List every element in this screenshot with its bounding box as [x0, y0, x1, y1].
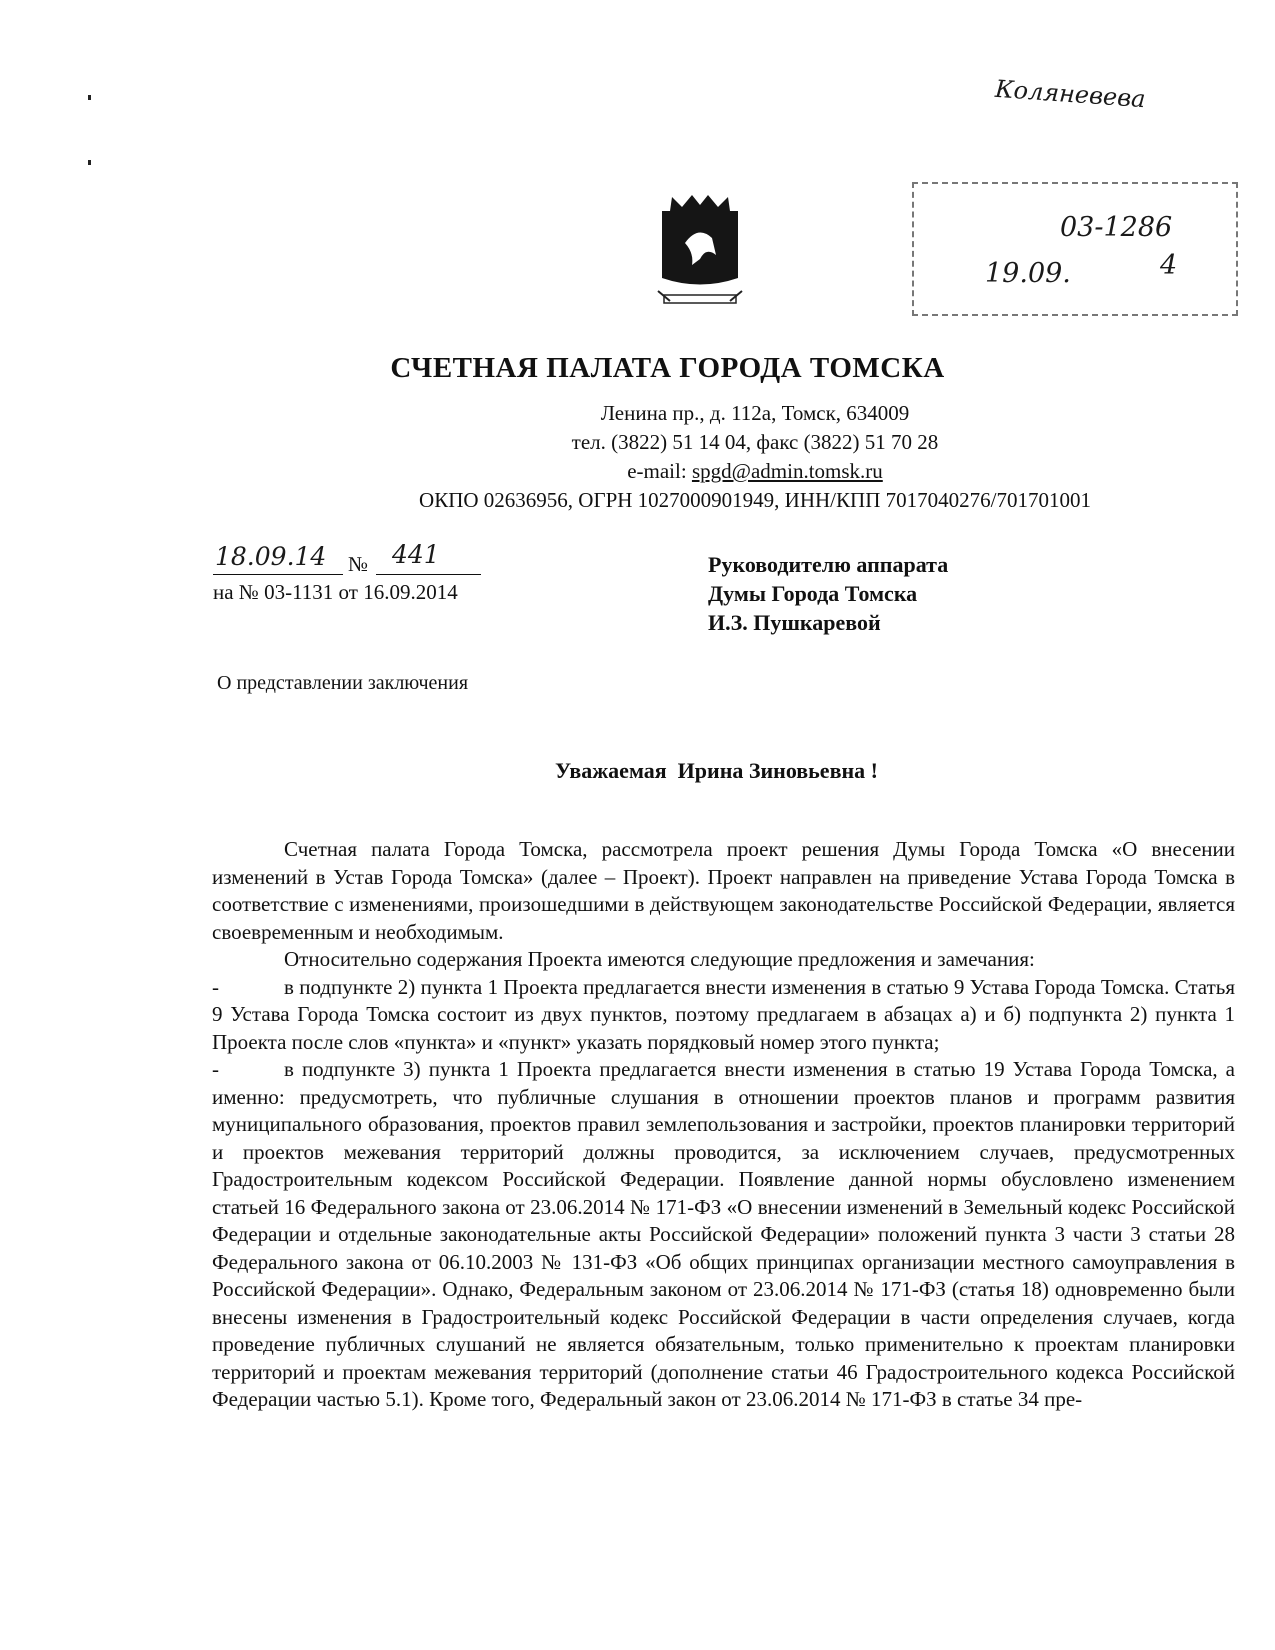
remark-item-2 — [212, 1056, 1235, 1414]
scan-mark — [88, 95, 91, 100]
org-phone: тел. (3822) 51 14 04, факс (3822) 51 70 28 — [571, 430, 939, 454]
recipient-line-2: Думы Города Томска — [708, 581, 918, 606]
org-codes: ОКПО 02636956, ОГРН 1027000901949, ИНН/КПП 7017040276/701701001 — [419, 488, 1091, 512]
registration-stamp — [912, 182, 1238, 316]
recipient-block — [708, 550, 948, 637]
stamp-reg-number: 03-1286 — [1060, 212, 1173, 243]
email-link[interactable]: spgd@admin.tomsk.ru — [691, 459, 883, 483]
letter-subject: О представлении заключения — [217, 672, 469, 694]
remark-text-2: в подпункте 3) пункта 1 Проекта предлагается внести изменения в статью 19 Устава Города Томска, а именно: предусмотреть, что публичные слушания в отношении проектов планов и программ развития муниципального образования, проектов правил землепользования и застройки, проектов планировки территорий и проектов межевания территорий должны проводится, за исключением случаев, предусмотренных Градостроительным кодексом Российской Федерации. Появление данной нормы обусловлено изменением статьей 16 Федерального закона от 23.06.2014 № 171-ФЗ «О внесении изменений в Земельный кодекс Российской Федерации и отдельные законодательные акты Российской Федерации» положений пункта 3 части 3 статьи 28 Федерального закона от 06.10.2003 № 131-ФЗ «Об общих принципах организации местного самоуправления в Российской Федерации». Однако, Федеральным законом от 23.06.2014 № 171-ФЗ (статья 18) одновременно были внесены изменения в Градостроительный кодекс Российской Федерации в части определения случаев, когда проведение публичных слушаний не является обязательным, только применительно к проектам планировки территорий и проектам межевания территорий (дополнение статьи 46 Градостроительного кодекса Российской Федерации частью 5.1). Кроме того, Федеральный закон от 23.06.2014 № 171-ФЗ в статье 34 пре- — [212, 1057, 1235, 1411]
outgoing-date: 18.09.14 — [215, 542, 327, 571]
scan-mark — [88, 160, 91, 165]
letter-body — [212, 836, 1235, 1414]
recipient-line-1: Руководителю аппарата — [708, 552, 949, 577]
email-label: e-mail: — [627, 459, 692, 483]
remark-item-1 — [212, 974, 1235, 1057]
body-paragraph-1: Счетная палата Города Томска, рассмотрела проект решения Думы Города Томска «О внесении изменений в Устав Города Томска» (далее – Проект). Проект направлен на приведение Устава Города Томска в соответствие с изменениями, произошедшими в действующем законодательстве Российской Федерации, является своевременным и необходимым. — [212, 837, 1235, 944]
organization-title: СЧЕТНАЯ ПАЛАТА ГОРОДА ТОМСКА — [390, 352, 945, 384]
bullet-dash: - — [212, 1057, 219, 1081]
number-sign: № — [348, 552, 369, 576]
outgoing-number: 441 — [392, 540, 440, 569]
org-address: Ленина пр., д. 112а, Томск, 634009 — [600, 401, 910, 425]
handwritten-note: Коляневева — [994, 74, 1147, 114]
remark-text-1: в подпункте 2) пункта 1 Проекта предлагается внести изменения в статью 9 Устава Города Томска. Статья 9 Устава Города Томска состоит из двух пунктов, поэтому предлагаем в абзацах а) и б) подпункта 2) пункта 1 Проекта после слов «пункта» и «пункт» указать порядковый номер этого пункта; — [212, 974, 1235, 1054]
salutation: Уважаемая Ирина Зиновьевна ! — [555, 758, 878, 783]
number-underline — [376, 574, 481, 575]
date-underline — [213, 574, 343, 575]
body-paragraph-2: Относительно содержания Проекта имеются следующие предложения и замечания: — [284, 947, 1035, 971]
stamp-reg-year: 4 — [1160, 250, 1178, 281]
stamp-reg-date: 19.09. — [985, 258, 1071, 289]
org-email-line — [330, 457, 1180, 486]
recipient-line-3: И.З. Пушкаревой — [708, 610, 881, 635]
coat-of-arms-emblem — [650, 183, 750, 313]
reply-reference: на № 03-1131 от 16.09.2014 — [213, 580, 458, 604]
bullet-dash: - — [212, 974, 219, 999]
